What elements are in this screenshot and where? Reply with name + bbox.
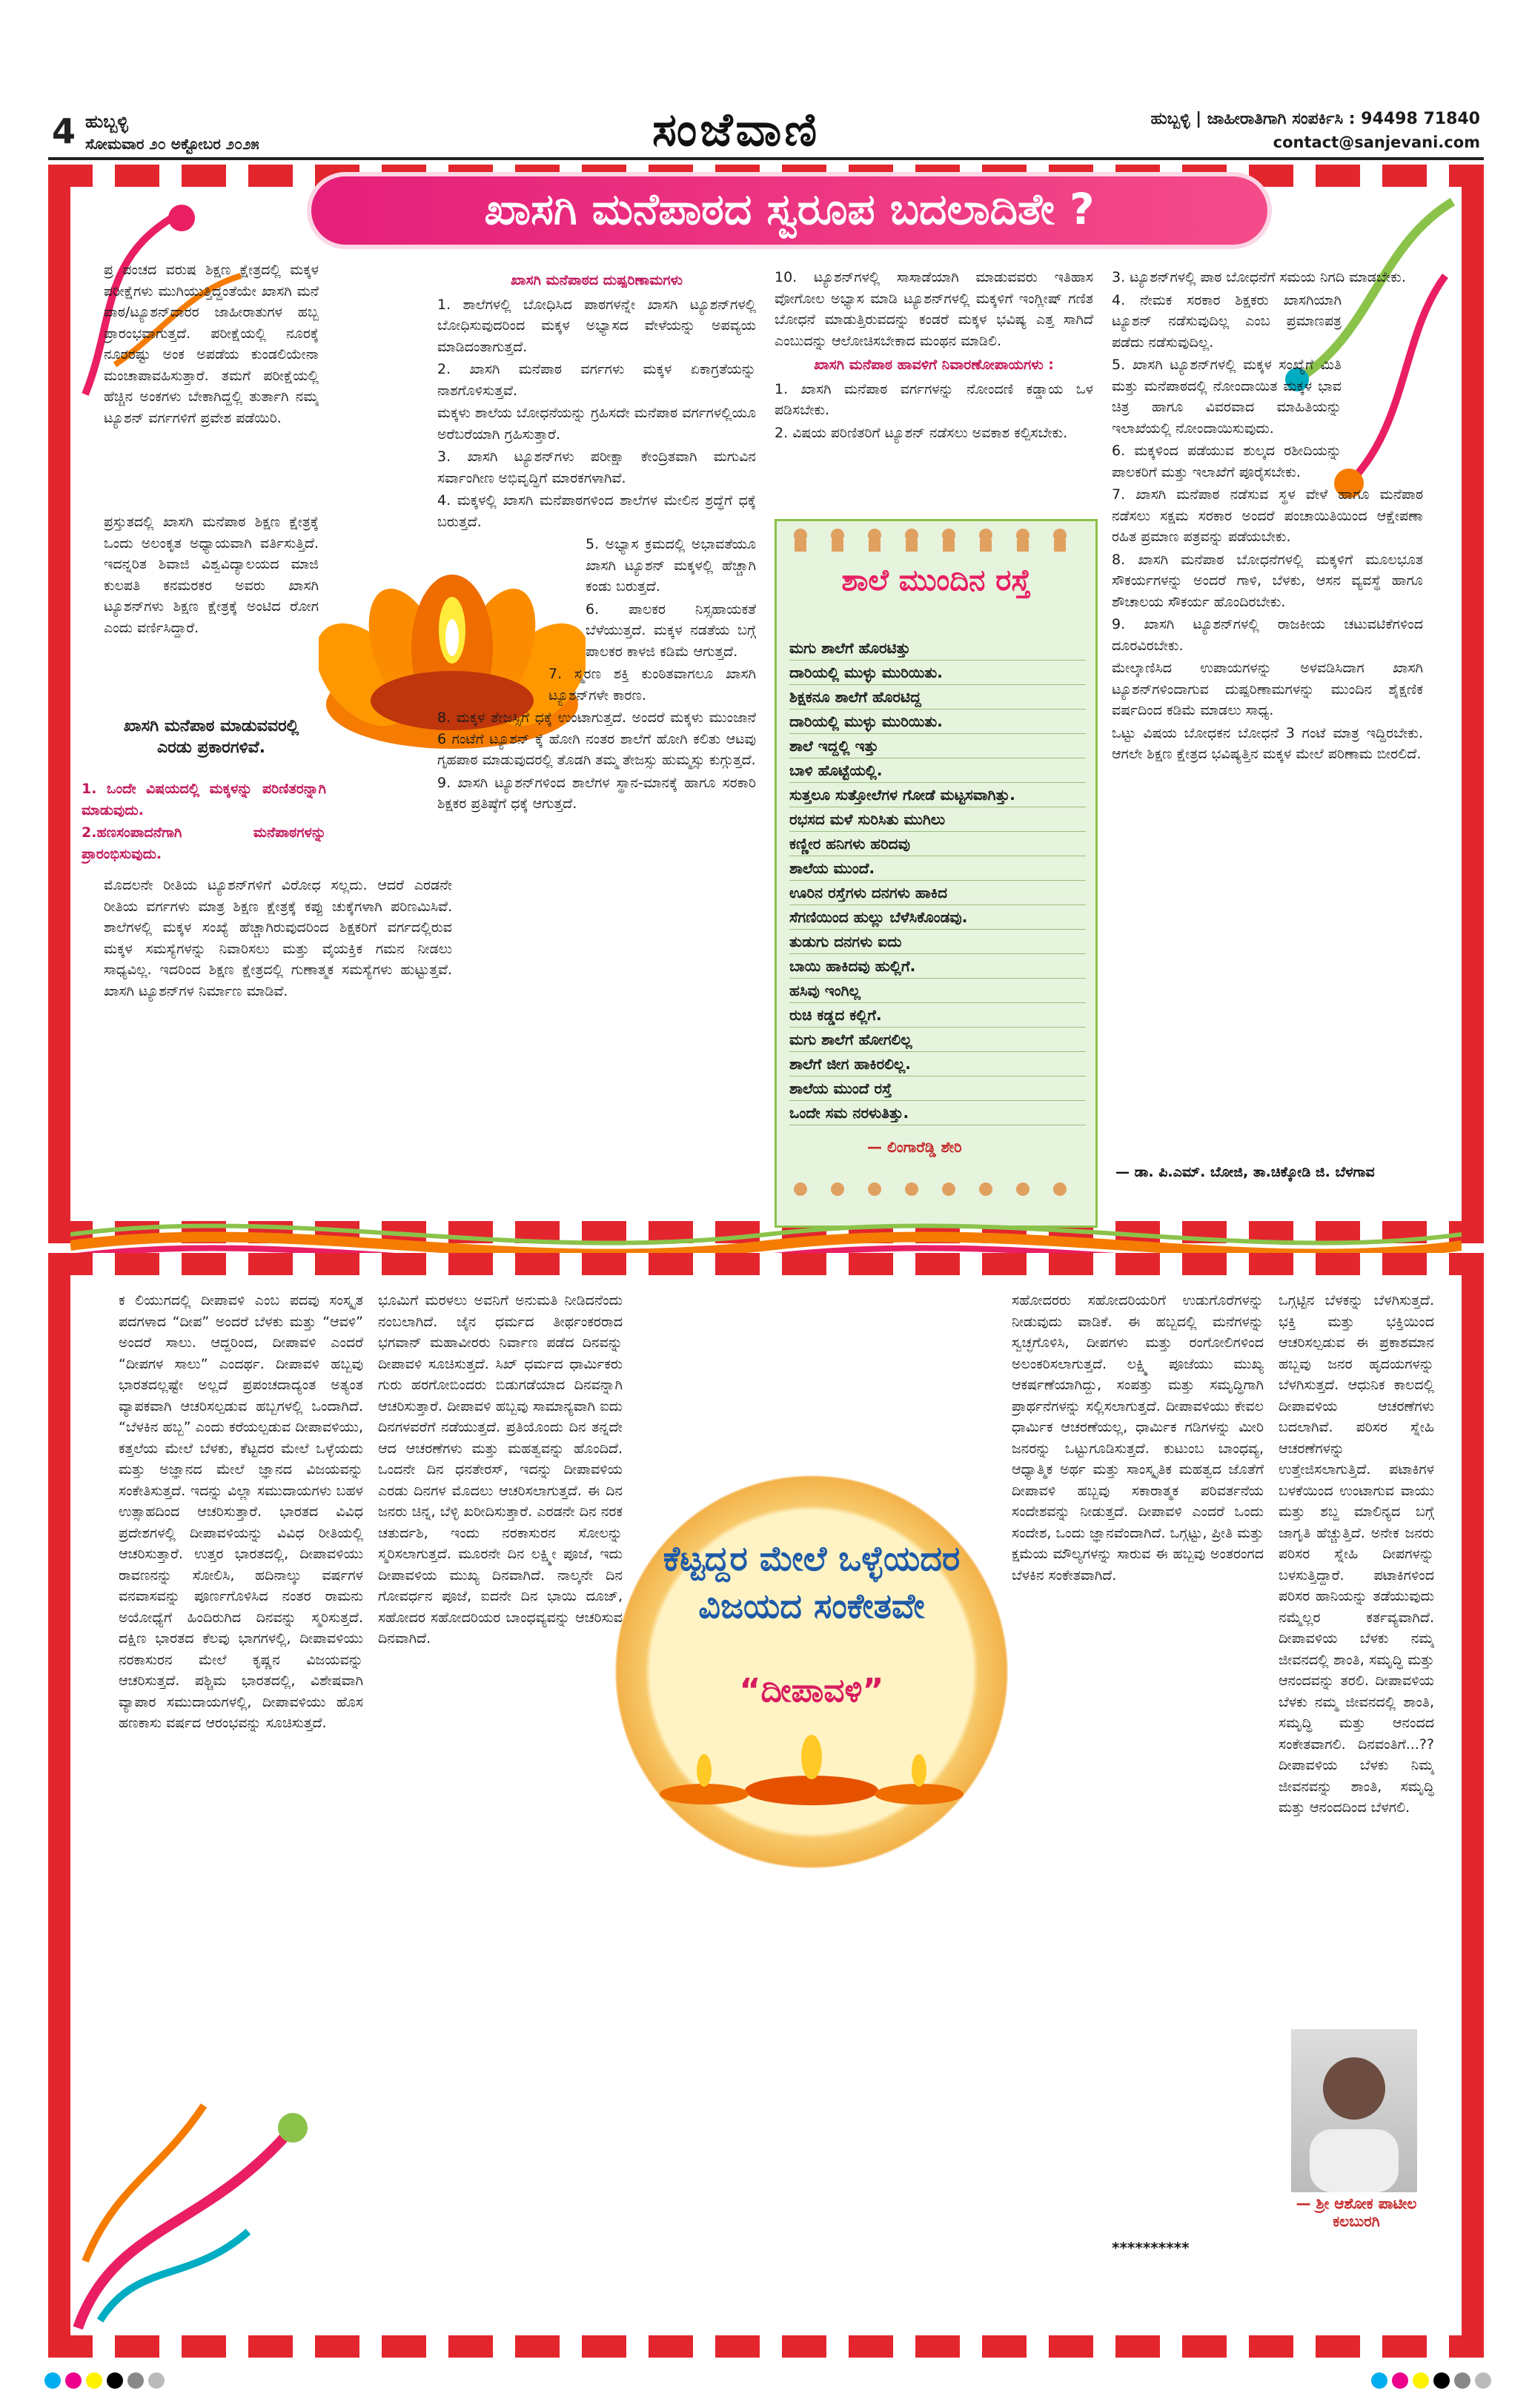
color-dot	[1392, 2372, 1408, 2389]
article1-column-3	[775, 267, 1093, 512]
list-item: 5. ಅಭ್ಯಾಸ ಕ್ರಮದಲ್ಲಿ ಅಭಾವತೆಯೂ ಖಾಸಗಿ ಟ್ಯೂಶನ್ ಮಕ್ಕಳಲ್ಲಿ ಹೆಚ್ಚಾಗಿ ಕಂಡು ಬರುತ್ತದೆ.	[586, 536, 756, 595]
article2-column-1	[119, 1290, 363, 2343]
person-avatar-icon	[1291, 2029, 1417, 2192]
poem-line: ಸುತ್ತಲೂ ಸುತ್ತೋಲೆಗಳ ಗೋಡೆ ಮಟ್ಟಸವಾಗಿತ್ತು.	[789, 786, 1086, 807]
article2-paragraph: ಸಹೋದರರು ಸಹೋದರಿಯರಿಗೆ ಉಡುಗೊರೆಗಳನ್ನು ನೀಡುವುದು ವಾಡಿಕೆ. ಈ ಹಬ್ಬದಲ್ಲಿ ಮನೆಗಳನ್ನು ಸ್ವಚ್ಛಗೊಳಿಸಿ, ದೀಪಗಳು ಮತ್ತು ರಂಗೋಲಿಗಳಿಂದ ಅಲಂಕರಿಸಲಾಗುತ್ತದೆ. ಲಕ್ಷ್ಮಿ ಪೂಜೆಯು ಮುಖ್ಯ ಆಕರ್ಷಣೆಯಾಗಿದ್ದು, ಸಂಪತ್ತು ಮತ್ತು ಸಮೃದ್ಧಿಗಾಗಿ ಪ್ರಾರ್ಥನೆಗಳನ್ನು ಸಲ್ಲಿಸಲಾಗುತ್ತದೆ. ದೀಪಾವಳಿಯು ಕೇವಲ ಧಾರ್ಮಿಕ ಆಚರಣೆಯಲ್ಲ, ಧಾರ್ಮಿಕ ಗಡಿಗಳನ್ನು ಮೀರಿ ಜನರನ್ನು ಒಟ್ಟುಗೂಡಿಸುತ್ತದೆ. ಕುಟುಂಬ ಬಾಂಧವ್ಯ, ಆಧ್ಯಾತ್ಮಿಕ ಅರ್ಥ ಮತ್ತು ಸಾಂಸ್ಕೃತಿಕ ಮಹತ್ವದ ಜೊತೆಗೆ ದೀಪಾವಳಿ ಹಬ್ಬವು ಸಕಾರಾತ್ಮಕ ಪರಿವರ್ತನೆಯ ಸಂದೇಶವನ್ನು ನೀಡುತ್ತದೆ. ದೀಪಾವಳಿ ಎಂದರೆ ಒಂದು ಸಂದೇಶ, ಒಂದು ಜ್ಞಾನವೆಂದಾಗಿದೆ. ಒಗ್ಗಟ್ಟು, ಪ್ರೀತಿ ಮತ್ತು ಕ್ಷಮೆಯ ಮೌಲ್ಯಗಳನ್ನು ಸಾರುವ ಈ ಹಬ್ಬವು ಅಂತರಂಗದ ಬೆಳಕಿನ ಸಂಕೇತವಾಗಿದೆ.	[1012, 1292, 1264, 1584]
article1-column-1-top	[104, 259, 319, 504]
article2-column-2	[378, 1290, 623, 2343]
list-item: 1. ಶಾಲೆಗಳಲ್ಲಿ ಬೋಧಿಸಿದ ಪಾಠಗಳನ್ನೇ ಖಾಸಗಿ ಟ್ಯೂಶನ್‌ಗಳಲ್ಲಿ ಬೋಧಿಸುವುದರಿಂದ ಮಕ್ಕಳ ಅಭ್ಯಾಸದ ವೇಳೆಯನ್ನು ಅಪವ್ಯಯ ಮಾಡಿದಂತಾಗುತ್ತದೆ.	[437, 296, 756, 355]
newspaper-logo: ಸಂಜೆವಾಣಿ	[652, 102, 820, 156]
header-rule	[48, 157, 1484, 160]
color-dot	[148, 2372, 165, 2389]
article2-paragraph: ಒಗ್ಗಟ್ಟಿನ ಬೆಳಕನ್ನು ಬೆಳಗಿಸುತ್ತದೆ. ಭಕ್ತಿ ಮತ್ತು ಭಕ್ತಿಯಿಂದ ಆಚರಿಸಲ್ಪಡುವ ಈ ಪ್ರಕಾಶಮಾನ ಹಬ್ಬವು ಜನರ ಹೃದಯಗಳನ್ನು ಬೆಳಗಿಸುತ್ತದೆ. ಆಧುನಿಕ ಕಾಲದಲ್ಲಿ ದೀಪಾವಳಿಯ ಆಚರಣೆಗಳು ಬದಲಾಗಿವೆ. ಪರಿಸರ ಸ್ನೇಹಿ ಆಚರಣೆಗಳನ್ನು ಉತ್ತೇಜಿಸಲಾಗುತ್ತಿದೆ. ಪಟಾಕಿಗಳ ಬಳಕೆಯಿಂದ ಉಂಟಾಗುವ ವಾಯು ಮತ್ತು ಶಬ್ದ ಮಾಲಿನ್ಯದ ಬಗ್ಗೆ ಜಾಗೃತಿ ಹೆಚ್ಚುತ್ತಿದೆ. ಅನೇಕ ಜನರು ಪರಿಸರ ಸ್ನೇಹಿ ದೀಪಗಳನ್ನು ಬಳಸುತ್ತಿದ್ದಾರೆ. ಪಟಾಕಿಗಳಿಂದ ಪರಿಸರ ಹಾನಿಯನ್ನು ತಡೆಯುವುದು ನಮ್ಮೆಲ್ಲರ ಕರ್ತವ್ಯವಾಗಿದೆ. ದೀಪಾವಳಿಯ ಬೆಳಕು ನಮ್ಮ ಜೀವನದಲ್ಲಿ ಶಾಂತಿ, ಸಮೃದ್ಧಿ ಮತ್ತು ಆನಂದವನ್ನು ತರಲಿ. ದೀಪಾವಳಿಯ ಬೆಳಕು ನಮ್ಮ ಜೀವನದಲ್ಲಿ ಶಾಂತಿ, ಸಮೃದ್ಧಿ ಮತ್ತು ಆನಂದದ ಸಂಕೇತವಾಗಲಿ. ದಿನವಂತಿಗೆ...?? ದೀಪಾವಳಿಯ ಬೆಳಕು ನಿಮ್ಮ ಜೀವನವನ್ನು ಶಾಂತಿ, ಸಮೃದ್ಧಿ ಮತ್ತು ಆನಂದದಿಂದ ಬೆಳಗಲಿ.	[1279, 1292, 1434, 1816]
header-city: ಹುಬ್ಬಳ್ಳಿ	[85, 111, 128, 132]
poem-line: ತುಡುಗು ದನಗಳು ಐದು	[789, 933, 1086, 954]
poem-author: — ಲಿಂಗಾರೆಡ್ಡಿ ಶೇರಿ	[867, 1138, 962, 1156]
poem-line: ಒಂದೇ ಸಮ ನರಳುತಿತ್ತು.	[789, 1104, 1086, 1125]
poem-line: ಸೆಗಣಿಯಿಂದ ಹುಲ್ಲು ಬೆಳೆಸಿಕೊಂಡವು.	[789, 908, 1086, 930]
poem-line: ಶಾಲೆಗೆ ಜೀಗ ಹಾಕಿರಲಿಲ್ಲ.	[789, 1055, 1086, 1076]
article1-points	[82, 778, 326, 867]
list-item: 9. ಖಾಸಗಿ ಟ್ಯೂಶನ್‌ಗಳಿಂದ ಶಾಲೆಗಳ ಸ್ಥಾನ-ಮಾನಕ್ಕೆ ಹಾಗೂ ಸರಕಾರಿ ಶಿಕ್ಷಕರ ಪ್ರತಿಷ್ಠೆಗೆ ಧಕ್ಕೆ ಆಗುತ್ತದೆ.	[437, 774, 756, 812]
list-item: 6. ಪಾಲಕರ ನಿಸ್ಸಹಾಯಕತೆ ಬೆಳೆಯುತ್ತದೆ. ಮಕ್ಕಳ ನಡತೆಯ ಬಗ್ಗೆ ಪಾಲಕರ ಕಾಳಜಿ ಕಡಿಮೆ ಆಗುತ್ತದೆ.	[586, 601, 756, 660]
poem-line: ಮಗು ಶಾಲೆಗೆ ಹೊರಟಿತ್ತು	[789, 639, 1086, 661]
poem-line: ಶಾಲೆಯ ಮುಂದೆ ರಸ್ತೆ	[789, 1079, 1086, 1101]
article2-paragraph: ಕ ಲಿಯುಗದಲ್ಲಿ ದೀಪಾವಳಿ ಎಂಬ ಪದವು ಸಂಸ್ಕೃತ ಪದಗಳಾದ “ದೀಪ” ಅಂದರೆ ಬೆಳಕು ಮತ್ತು “ಆವಳಿ” ಅಂದರೆ ಸಾಲು. ಆದ್ದರಿಂದ, ದೀಪಾವಳಿ ಎಂದರೆ “ದೀಪಗಳ ಸಾಲು” ಎಂದರ್ಥ. ದೀಪಾವಳಿ ಹಬ್ಬವು ಭಾರತದಲ್ಲಷ್ಟೇ ಅಲ್ಲದೆ ಪ್ರಪಂಚದಾದ್ಯಂತ ಅತ್ಯಂತ ವ್ಯಾಪಕವಾಗಿ ಆಚರಿಸಲ್ಪಡುವ ಹಬ್ಬಗಳಲ್ಲಿ ಒಂದಾಗಿದೆ. “ಬೆಳಕಿನ ಹಬ್ಬ” ಎಂದು ಕರೆಯಲ್ಪಡುವ ದೀಪಾವಳಿಯು, ಕತ್ತಲೆಯ ಮೇಲೆ ಬೆಳಕು, ಕೆಟ್ಟದರ ಮೇಲೆ ಒಳ್ಳೆಯದು ಮತ್ತು ಅಜ್ಞಾನದ ಮೇಲೆ ಜ್ಞಾನದ ವಿಜಯವನ್ನು ಸಂಕೇತಿಸುತ್ತದೆ. ಇದನ್ನು ವಿಲ್ಲಾ ಸಮುದಾಯಗಳು ಬಹಳ ಉತ್ಸಾಹದಿಂದ ಆಚರಿಸುತ್ತಾರೆ. ಭಾರತದ ವಿವಿಧ ಪ್ರದೇಶಗಳಲ್ಲಿ ದೀಪಾವಳಿಯನ್ನು ವಿವಿಧ ರೀತಿಯಲ್ಲಿ ಆಚರಿಸುತ್ತಾರೆ. ಉತ್ತರ ಭಾರತದಲ್ಲಿ, ದೀಪಾವಳಿಯು ರಾವಣನನ್ನು ಸೋಲಿಸಿ, ಹದಿನಾಲ್ಕು ವರ್ಷಗಳ ವನವಾಸವನ್ನು ಪೂರ್ಣಗೊಳಿಸಿದ ನಂತರ ರಾಮನು ಅಯೋಧ್ಯೆಗೆ ಹಿಂದಿರುಗಿದ ದಿನವನ್ನು ಸ್ಮರಿಸುತ್ತದೆ. ದಕ್ಷಿಣ ಭಾರತದ ಕೆಲವು ಭಾಗಗಳಲ್ಲಿ, ದೀಪಾವಳಿಯು ನರಕಾಸುರನ ಮೇಲೆ ಕೃಷ್ಣನ ವಿಜಯವನ್ನು ಆಚರಿಸುತ್ತದೆ. ಪಶ್ಚಿಮ ಭಾರತದಲ್ಲಿ, ವಿಶೇಷವಾಗಿ ವ್ಯಾಪಾರ ಸಮುದಾಯಗಳಲ್ಲಿ, ದೀಪಾವಳಿಯು ಹೊಸ ಹಣಕಾಸು ವರ್ಷದ ಆರಂಭವನ್ನು ಸೂಚಿಸುತ್ತದೆ.	[119, 1292, 363, 1731]
article2-column-3	[1012, 1290, 1264, 2343]
list-item: 2. ಖಾಸಗಿ ಮನೆಪಾಠ ವರ್ಗಗಳು ಮಕ್ಕಳ ಏಕಾಗ್ರತೆಯನ್ನು ನಾಶಗೊಳಿಸುತ್ತವೆ.	[437, 361, 756, 399]
point-item: 1. ಒಂದೇ ವಿಷಯದಲ್ಲಿ ಮಕ್ಕಳನ್ನು ಪರಿಣಿತರನ್ನಾಗಿ ಮಾಡುವುದು.	[82, 781, 326, 818]
section-heading: ಖಾಸಗಿ ಮನೆಪಾಠ ಮಾಡುವವರಲ್ಲಿ ಎರಡು ಪ್ರಕಾರಗಳಿವೆ.	[123, 717, 299, 757]
article1-paragraph: ಪ್ರ ಪಂಚದ ವರುಷ ಶಿಕ್ಷಣ ಕ್ಷೇತ್ರದಲ್ಲಿ ಮಕ್ಕಳ ಪರೀಕ್ಷೆಗಳು ಮುಗಿಯುತ್ತಿದ್ದಂತೆಯೇ ಖಾಸಗಿ ಮನೆ ಪಾಠ/ಟ್ಯೂಶನ್‌ದಾರರ ಜಾಹೀರಾತುಗಳ ಹಬ್ಬ ಪ್ರಾರಂಭವಾಗುತ್ತದೆ. ಪರೀಕ್ಷೆಯಲ್ಲಿ ನೂರಕ್ಕೆ ನೂರರಷ್ಟು ಅಂಕ ಅಪಡೆಯ ಕುಂಡಲಿಯೇನಾ ಮಂಚಾಪಾವಹಿಸುತ್ತಾರೆ. ತಮಗೆ ಪರೀಕ್ಷೆಯಲ್ಲಿ ಹೆಚ್ಚಿನ ಅಂಕಗಳು ಬೇಕಾಗಿದ್ದಲ್ಲಿ ತುರ್ತಾಗಿ ನಮ್ಮ ಟ್ಯೂಶನ್ ವರ್ಗಗಳಿಗೆ ಪ್ರವೇಶ ಪಡೆಯಿರಿ.	[104, 262, 319, 426]
point-item: 2.ಹಣಸಂಪಾದನೆಗಾಗಿ ಮನೆಪಾಠಗಳನ್ನು ಪ್ರಾರಂಭಿಸುವುದು.	[82, 824, 326, 862]
list-item: 4. ಮಕ್ಕಳಲ್ಲಿ ಖಾಸಗಿ ಮನೆಪಾಠಗಳಿಂದ ಶಾಲೆಗಳ ಮೇಲಿನ ಶ್ರದ್ಧೆಗೆ ಧಕ್ಕೆ ಬರುತ್ತದೆ.	[437, 492, 756, 530]
list-item: 8. ಖಾಸಗಿ ಮನೆಪಾಠ ಬೋಧನೆಗಳಲ್ಲಿ ಮಕ್ಕಳಿಗೆ ಮೂಲಭೂತ ಸೌಕರ್ಯಗಳನ್ನು ಅಂದರೆ ಗಾಳಿ, ಬೆಳಕು, ಆಸನ ವ್ಯವಸ್ಥೆ ಹಾಗೂ ಶೌಚಾಲಯ ಸೌಕರ್ಯ ಹೊಂದಿರಬೇಕು.	[1112, 551, 1423, 610]
poem-title: ಶಾಲೆ ಮುಂದಿನ ರಸ್ತೆ	[841, 563, 1031, 598]
section-heading: ಖಾಸಗಿ ಮನೆಪಾಠ ಹಾವಳಿಗೆ ನಿವಾರಣೋಪಾಯಗಳು :	[814, 357, 1054, 373]
diya-lamps-icon	[652, 1720, 971, 1809]
poem-line: ಕಣ್ಣೀರ ಹನಿಗಳು ಹರಿದವು	[789, 835, 1086, 856]
poem-line: ಹಸಿವು ಇಂಗಿಲ್ಲ	[789, 982, 1086, 1003]
poem-line: ಬಾಳಿ ಹೊಟ್ಟೆಯಲ್ಲಿ.	[789, 761, 1086, 783]
article2-column-4	[1279, 1290, 1434, 2020]
poem-line: ರಭಸದ ಮಳೆ ಸುರಿಸಿತು ಮುಗಿಲು	[789, 810, 1086, 832]
color-dot	[107, 2372, 123, 2389]
list-item: 7. ಖಾಸಗಿ ಮನೆಪಾಠ ನಡೆಸುವ ಸ್ಥಳ ವೇಳೆ ಹಾಗೂ ಮನೆಪಾಠ ನಡೆಸಲು ಸಕ್ಷಮ ಸರಕಾರ ಅಂದರೆ ಪಂಚಾಯಿತಿಯಿಂದ ಆಕ್ಷೇಪಣಾ ರಹಿತ ಪ್ರಮಾಣ ಪತ್ರವನ್ನು ಪಡೆಯಬೇಕು.	[1112, 486, 1423, 545]
poem-line: ದಾರಿಯಲ್ಲಿ ಮುಳ್ಳು ಮುರಿಯಿತು.	[789, 664, 1086, 685]
poem-line: ಶಾಲೆಯ ಮುಂದೆ.	[789, 859, 1086, 881]
header-date: ಸೋಮವಾರ ೨೦ ಅಕ್ಟೋಬರ ೨೦೨೫	[85, 135, 259, 153]
list-item: 10. ಟ್ಯೂಶನ್‌ಗಳಲ್ಲಿ ಸಾಸಾಡೆಯಾಗಿ ಮಾಡುವವರು ಇತಿಹಾಸ ವೋಗೋಲ ಅಭ್ಯಾಸ ಮಾಡಿ ಟ್ಯೂಶನ್‌ಗಳಲ್ಲಿ ಮಕ್ಕಳಿಗೆ ಇಂಗ್ಲೀಷ್ ಗಣಿತ ಬೋಧನೆ ಮಾಡುತ್ತಿರುವದನ್ನು ಕಂಡರೆ ಮಕ್ಕಳ ಭವಿಷ್ಯ ಎತ್ತ ಸಾಗಿದೆ ಎಂಬುದನ್ನು ಆಲೋಚಿಸಬೇಕಾದ ಮಂಥನ ಮಾಡಿಲಿ.	[775, 269, 1093, 349]
article2-title: ಕೆಟ್ಟದ್ದರ ಮೇಲೆ ಒಳ್ಳೆಯದರ ವಿಜಯದ ಸಂಕೇತವೇ	[663, 1538, 961, 1626]
article1-column-4	[1112, 267, 1423, 1149]
gingerbread-row-icon	[786, 525, 1082, 555]
article1-author: — ಡಾ. ಪಿ.ಎಮ್. ಬೋಜಿ, ತಾ.ಚಿಕ್ಕೋಡಿ ಜಿ. ಬೆಳಗಾವ	[1115, 1164, 1375, 1180]
poem-line: ಬಾಯಿ ಹಾಕಿದವು ಹುಲ್ಲಿಗೆ.	[789, 957, 1086, 979]
poem-line: ಶಿಕ್ಷಕನೂ ಶಾಲೆಗೆ ಹೊರಟಿದ್ದ	[789, 688, 1086, 710]
list-item: 9. ಖಾಸಗಿ ಟ್ಯೂಶನ್‌ಗಳಲ್ಲಿ ರಾಜಕೀಯ ಚಟುವಟಿಕೆಗಳಿಂದ ದೂರವಿರಬೇಕು.	[1112, 616, 1423, 654]
list-item: ಮಕ್ಕಳು ಶಾಲೆಯ ಬೋಧನೆಯನ್ನು ಗ್ರಹಿಸದೇ ಮನೆಪಾಠ ವರ್ಗಗಳಲ್ಲಿಯೂ ಅರೆಬರೆಯಾಗಿ ಗ್ರಹಿಸುತ್ತಾರೆ.	[437, 405, 756, 443]
article1-column-1-mid	[104, 512, 319, 712]
list-item: 8. ಮಕ್ಕಳ ತೇಜಸ್ಸಿಗೆ ಧಕ್ಕೆ ಉಂಟಾಗುತ್ತದೆ. ಅಂದರೆ ಮಕ್ಕಳು ಮುಂಜಾನೆ 6 ಗಂಟೆಗೆ ಟ್ಯೂಶನ್ ಕ್ಕೆ ಹೋಗಿ ನಂತರ ಶಾಲೆಗೆ ಹೋಗಿ ಕಲಿತು ಆಟವು ಗೃಹಪಾಠ ಮಾಡುವುದರಲ್ಲಿ ತೊಡಗಿ ತಮ್ಮ ತೇಜಸ್ಸು ಹುಮ್ಮಸ್ಸು ಕುಗ್ಗುತ್ತದೆ.	[437, 710, 756, 768]
article1-col1-heading	[104, 712, 319, 778]
list-item: 3. ಖಾಸಗಿ ಟ್ಯೂಶನ್‌ಗಳು ಪರೀಕ್ಷಾ ಕೇಂದ್ರಿತವಾಗಿ ಮಗುವಿನ ಸರ್ವಾಂಗೀಣ ಅಭಿವೃದ್ಧಿಗೆ ಮಾರಕಗಳಾಗಿವೆ.	[437, 449, 756, 486]
list-item: 3. ಟ್ಯೂಶನ್‌ಗಳಲ್ಲಿ ಪಾಠ ಬೋಧನೆಗೆ ಸಮಯ ನಿಗದಿ ಮಾಡಬೇಕು.	[1112, 269, 1406, 285]
poem-line: ರುಚಿ ಕಡ್ಡದ ಕಲ್ಲಿಗೆ.	[789, 1006, 1086, 1028]
poem-line: ಮಗು ಶಾಲೆಗೆ ಹೋಗಲಿಲ್ಲ	[789, 1031, 1086, 1052]
article1-column-1-bottom	[104, 875, 452, 1201]
list-item: 6. ಮಕ್ಕಳಿಂದ ಪಡೆಯುವ ಶುಲ್ಕದ ರಶೀದಿಯನ್ನು ಪಾಲಕರಿಗೆ ಮತ್ತು ಇಲಾಖೆಗೆ ಪೂರೈಸಬೇಕು.	[1112, 443, 1342, 480]
list-item: 4. ನೇಮಕ ಸರಕಾರ ಶಿಕ್ಷಕರು ಖಾಸಗಿಯಾಗಿ ಟ್ಯೂಶನ್ ನಡೆಸುವುದಿಲ್ಲ ಎಂಬ ಪ್ರಮಾಣಪತ್ರ ಪಡೆದು ನಡೆಸುವುದಿಲ್ಲ.	[1112, 291, 1342, 351]
color-dot	[127, 2372, 144, 2389]
article2-ending: **********	[1112, 2239, 1190, 2257]
article1-column-2	[437, 267, 756, 1216]
header-contact: ಹುಬ್ಬಳ್ಳಿ | ಜಾಹೀರಾತಿಗಾಗಿ ಸಂಪರ್ಕಿಸಿ : 94498 71840	[1150, 110, 1480, 128]
color-dot	[1413, 2372, 1429, 2389]
list-item: 2. ವಿಷಯ ಪರಿಣಿತರಿಗೆ ಟ್ಯೂಶನ್ ನಡೆಸಲು ಅವಕಾಶ ಕಲ್ಪಿಸಬೇಕು.	[775, 424, 1068, 441]
list-item: 5. ಖಾಸಗಿ ಟ್ಯೂಶನ್‌ಗಳಲ್ಲಿ ಮಕ್ಕಳ ಸಂಖ್ಯೆಗೆ ಮಿತಿ ಮತ್ತು ಮನೆಪಾಠದಲ್ಲಿ ನೋಂದಾಯಿತ ಮಕ್ಕಳ ಭಾವ ಚಿತ್ರ ಹಾಗೂ ವಿವರವಾದ ಮಾಹಿತಿಯನ್ನು ಇಲಾಖೆಯಲ್ಲಿ ನೋಂದಾಯಿಸುವುದು.	[1112, 357, 1342, 437]
color-dot	[1475, 2372, 1491, 2389]
page-number: 4	[52, 111, 76, 151]
header-email[interactable]: contact@sanjevani.com	[1273, 133, 1480, 151]
color-dot	[44, 2372, 61, 2389]
article-title: ಖಾಸಗಿ ಮನೆಪಾಠದ ಸ್ವರೂಪ ಬದಲಾದಿತೇ ?	[484, 184, 1095, 234]
section-heading: ಖಾಸಗಿ ಮನೆಪಾಠದ ದುಷ್ಪರಿಣಾಮಗಳು	[510, 272, 683, 288]
color-dot	[65, 2372, 82, 2389]
gingerbread-row-bottom-icon	[786, 1179, 1082, 1208]
color-dot	[1371, 2372, 1387, 2389]
color-dot	[86, 2372, 102, 2389]
poem-line: ಊರಿನ ರಸ್ತೆಗಳು ದನಗಳು ಹಾಕಿದ	[789, 884, 1086, 905]
article2-paragraph: ಭೂಮಿಗೆ ಮರಳಲು ಅವನಿಗೆ ಅನುಮತಿ ನೀಡಿದನೆಂದು ನಂಬಲಾಗಿದೆ. ಜೈನ ಧರ್ಮದ ತೀರ್ಥಂಕರರಾದ ಭಗವಾನ್ ಮಹಾವೀರರು ನಿರ್ವಾಣ ಪಡೆದ ದಿನವನ್ನು ದೀಪಾವಳಿ ಸೂಚಿಸುತ್ತದೆ. ಸಿಖ್ ಧರ್ಮದ ಧಾರ್ಮಿಕರು ಗುರು ಹರಗೋಬಿಂದರು ಬಿಡುಗಡೆಯಾದ ದಿನವನ್ನಾಗಿ ಆಚರಿಸುತ್ತಾರೆ. ದೀಪಾವಳಿ ಹಬ್ಬವು ಸಾಮಾನ್ಯವಾಗಿ ಐದು ದಿನಗಳವರೆಗೆ ನಡೆಯುತ್ತದೆ. ಪ್ರತಿಯೊಂದು ದಿನ ತನ್ನದೇ ಆದ ಆಚರಣೆಗಳು ಮತ್ತು ಮಹತ್ವವನ್ನು ಹೊಂದಿದೆ. ಒಂದನೇ ದಿನ ಧನತೇರಸ್, ಇದನ್ನು ದೀಪಾವಳಿಯ ಎರಡು ದಿನಗಳ ಮೊದಲು ಆಚರಿಸಲಾಗುತ್ತದೆ. ಈ ದಿನ ಜನರು ಚಿನ್ನ, ಬೆಳ್ಳಿ ಖರೀದಿಸುತ್ತಾರೆ. ಎರಡನೇ ದಿನ ನರಕ ಚತುರ್ದಶಿ, ಇಂದು ನರಕಾಸುರನ ಸೋಲನ್ನು ಸ್ಮರಿಸಲಾಗುತ್ತದೆ. ಮೂರನೇ ದಿನ ಲಕ್ಷ್ಮೀ ಪೂಜೆ, ಇದು ದೀಪಾವಳಿಯ ಮುಖ್ಯ ದಿನವಾಗಿದೆ. ನಾಲ್ಕನೇ ದಿನ ಗೋವರ್ಧನ ಪೂಜೆ, ಐದನೇ ದಿನ ಭಾಯಿ ದೂಜ್, ಸಹೋದರ ಸಹೋದರಿಯರ ಬಾಂಧವ್ಯವನ್ನು ಆಚರಿಸುವ ದಿನವಾಗಿದೆ.	[378, 1292, 623, 1647]
color-dot	[1433, 2372, 1450, 2389]
article2-subtitle: “ದೀಪಾವಳಿ”	[739, 1672, 884, 1710]
list-item: 1. ಖಾಸಗಿ ಮನೆಪಾಠ ವರ್ಗಗಳನ್ನು ನೋಂದಣಿ ಕಡ್ಡಾಯ ಒಳ ಪಡಿಸಬೇಕು.	[775, 380, 1093, 418]
list-item: ಒಟ್ಟು ವಿಷಯ ಬೋಧಕನ ಬೋಧನೆ 3 ಗಂಟೆ ಮಾತ್ರ ಇದ್ದಿರಬೇಕು. ಆಗಲೇ ಶಿಕ್ಷಣ ಕ್ಷೇತ್ರದ ಭವಿಷ್ಯತ್ತಿನ ಮಕ್ಕಳ ಮೇಲೆ ಪರಿಣಾಮ ಬೀರಲಿದೆ.	[1112, 724, 1423, 762]
list-item: 7. ಸ್ಮರಣ ಶಕ್ತಿ ಕುಂಠಿತವಾಗಲೂ ಖಾಸಗಿ ಟ್ಯೂಶನ್‌ಗಳೇ ಕಾರಣ.	[548, 666, 756, 704]
color-dot	[1454, 2372, 1470, 2389]
list-item: ಮೇಲ್ಕಾಣಿಸಿದ ಉಪಾಯಗಳನ್ನು ಅಳವಡಿಸಿದಾಗ ಖಾಸಗಿ ಟ್ಯೂಶನ್‌ಗಳಿಂದಾಗುವ ದುಷ್ಪರಿಣಾಮಗಳನ್ನು ಮುಂದಿನ ಶೈಕ್ಷಣಿಕ ವರ್ಷದಿಂದ ಕಡಿಮೆ ಮಾಡಲು ಸಾಧ್ಯ.	[1112, 660, 1423, 718]
article2-author: — ಶ್ರೀ ಆಶೋಕ ಪಾಟೀಲ ಕಲಬುರಗಿ	[1296, 2194, 1417, 2230]
poem-line: ಶಾಲೆ ಇದ್ದಲ್ಲಿ ಇತ್ತು	[789, 737, 1086, 758]
poem-line: ದಾರಿಯಲ್ಲಿ ಮುಳ್ಳು ಮುರಿಯಿತು.	[789, 712, 1086, 734]
author-photo	[1290, 2028, 1419, 2194]
article1-paragraph: ಮೊದಲನೇ ರೀತಿಯ ಟ್ಯೂಶನ್‌ಗಳಿಗೆ ವಿರೋಧ ಸಲ್ಲದು. ಆದರೆ ಎರಡನೇ ರೀತಿಯ ವರ್ಗಗಳು ಮಾತ್ರ ಶಿಕ್ಷಣ ಕ್ಷೇತ್ರಕ್ಕೆ ಕಪ್ಪು ಚುಕ್ಕೆಗಳಾಗಿ ಪರಿಣಮಿಸಿವೆ. ಶಾಲೆಗಳಲ್ಲಿ ಮಕ್ಕಳ ಸಂಖ್ಯೆ ಹೆಚ್ಚಾಗಿರುವುದರಿಂದ ಶಿಕ್ಷಕರಿಗೆ ವರ್ಗದಲ್ಲಿರುವ ಮಕ್ಕಳ ಸಮಸ್ಯೆಗಳನ್ನು ನಿವಾರಿಸಲು ಮತ್ತು ವೈಯಕ್ತಿಕ ಗಮನ ನೀಡಲು ಸಾಧ್ಯವಿಲ್ಲ. ಇದರಿಂದ ಶಿಕ್ಷಣ ಕ್ಷೇತ್ರದಲ್ಲಿ ಗುಣಾತ್ಮಕ ಸಮಸ್ಯೆಗಳು ಹುಟ್ಟುತ್ತವೆ. ಖಾಸಗಿ ಟ್ಯೂಶನ್‌ಗಳ ನಿರ್ಮಾಣ ಮಾಡಿವೆ.	[104, 877, 452, 999]
article1-paragraph: ಪ್ರಸ್ತುತದಲ್ಲಿ ಖಾಸಗಿ ಮನೆಪಾಠ ಶಿಕ್ಷಣ ಕ್ಷೇತ್ರಕ್ಕೆ ಒಂದು ಅಲಂಕೃತ ಅಧ್ಯಾಯವಾಗಿ ವರ್ತಿಸುತ್ತಿದೆ. ಇದನ್ನರಿತ ಶಿವಾಜಿ ವಿಶ್ವವಿದ್ಯಾಲಯದ ಮಾಜಿ ಕುಲಪತಿ ಕನಮರಕರ ಅವರು ಖಾಸಗಿ ಟ್ಯೂಶನ್‌ಗಳು ಶಿಕ್ಷಣ ಕ್ಷೇತ್ರಕ್ಕೆ ಅಂಟಿದ ರೋಗ ಎಂದು ವರ್ಣಿಸಿದ್ದಾರೆ.	[104, 514, 319, 636]
